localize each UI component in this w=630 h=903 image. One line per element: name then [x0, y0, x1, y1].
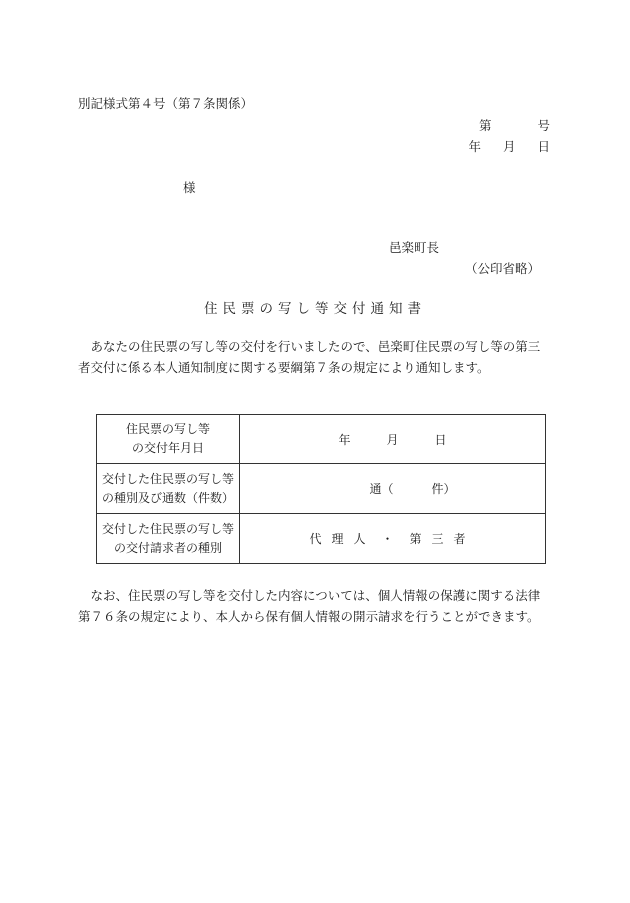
issue-date-value: 年 月 日	[240, 415, 546, 464]
issue-date-line	[468, 137, 550, 155]
number-suffix: 号	[537, 118, 550, 133]
seal-omitted-note: （公印省略）	[465, 261, 541, 276]
document-title: 住民票の写し等交付通知書	[204, 301, 426, 317]
type-count-value: 通（ 件）	[240, 464, 546, 514]
issuer-name: 邑楽町長	[389, 240, 440, 255]
disclosure-paragraph: なお、住民票の写し等を交付した内容については、個人情報の保護に関する法律第７６条の規定により、本人から保有個人情報の開示請求を行うことができます。	[78, 588, 541, 624]
type-count-label: 交付した住民票の写し等 の種別及び通数（件数）	[97, 464, 240, 514]
document-number-line	[479, 116, 550, 134]
issuance-info-table	[96, 414, 546, 564]
requester-type-label: 交付した住民票の写し等 の交付請求者の種別	[97, 514, 240, 564]
date-month: 月	[502, 139, 516, 154]
table-row	[97, 464, 546, 514]
date-day: 日	[537, 139, 550, 154]
form-number: 別記様式第４号（第７条関係）	[78, 96, 254, 111]
notice-paragraph: あなたの住民票の写し等の交付を行いましたので、邑楽町住民票の写し等の第三者交付に係る本人通知制度に関する要綱第７条の規定により通知します。	[78, 339, 541, 375]
addressee-suffix: 様	[183, 180, 196, 195]
issue-date-label: 住民票の写し等 の交付年月日	[97, 415, 240, 464]
table-row	[97, 415, 546, 464]
table-row	[97, 514, 546, 564]
number-prefix: 第	[478, 118, 492, 133]
requester-type-value: 代理人 ・ 第三者	[240, 514, 546, 564]
date-year: 年	[468, 139, 481, 154]
